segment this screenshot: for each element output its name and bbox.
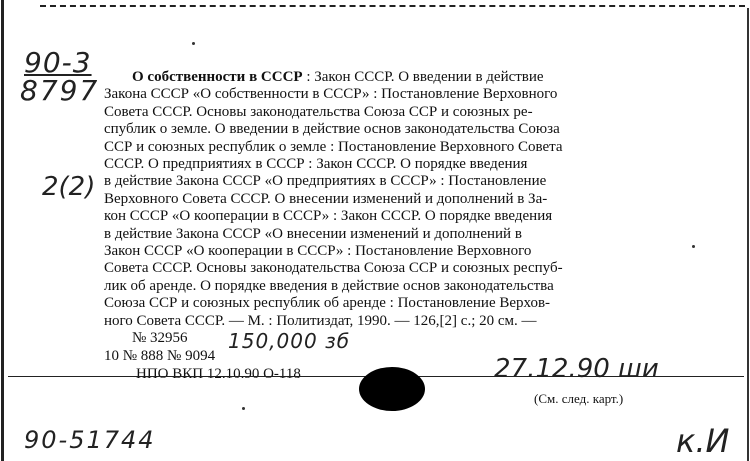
entry-line-10: в действие Закона СССР «О внесении изменений и дополнений в <box>104 226 522 242</box>
entry-line-11: Закон СССР «О кооперации в СССР» : Постановление Верховного <box>104 243 532 259</box>
entry-line-12: Совета СССР. Основы законодательства Союза ССР и союзных респуб- <box>104 260 563 276</box>
entry-line-13: лик об аренде. О порядке введения в действие основ законодательства <box>104 278 554 294</box>
card-left-edge <box>1 0 4 461</box>
speck <box>242 407 245 410</box>
entry-line-1 <box>132 69 544 86</box>
card-right-edge <box>747 8 749 461</box>
speck <box>192 42 195 45</box>
entry-line-14: Союза ССР и союзных республик об аренде : Постановление Верхов- <box>104 295 551 311</box>
handwritten-price: 150,000 зб <box>228 329 351 353</box>
entry-line-18: НПО ВКП 12.10.90 О-118 <box>132 366 305 383</box>
handwritten-date-note: 27.12.90 ши <box>494 354 659 384</box>
entry-line-5: ССР и союзных республик о земле : Постановление Верховного Совета <box>104 139 563 155</box>
handwritten-margin-mark: 2(2) <box>42 172 96 202</box>
entry-line-6: СССР. О предприятиях в СССР : Закон СССР. О порядке введения <box>104 156 528 172</box>
entry-line-8: Верховного Совета СССР. О внесении изменений и дополнений в За- <box>104 191 548 207</box>
card-punch-hole <box>359 367 425 411</box>
card-top-border <box>40 5 745 7</box>
speck <box>692 245 695 248</box>
entry-line-2: Закона СССР «О собственности в СССР» : Постановление Верховного <box>104 86 558 102</box>
handwritten-call-number-top: 90-3 <box>24 46 92 79</box>
continuation-note: (См. след. карт.) <box>534 391 624 406</box>
entry-line-15: ного Совета СССР. — М. : Политиздат, 1990. — 126,[2] с.; 20 см. — <box>104 313 537 329</box>
entry-title: О собственности в СССР <box>132 69 303 85</box>
entry-line-7: в действие Закона СССР «О предприятиях в СССР» : Постановление <box>104 173 547 189</box>
entry-line-17: 10 № 888 № 9094 <box>104 348 216 364</box>
handwritten-initials: к.И <box>676 422 730 460</box>
entry-line-4: спублик о земле. О введении в действие основ законодательства Союза <box>104 121 560 137</box>
entry-line-3: Совета СССР. Основы законодательства Союза ССР и союзных ре- <box>104 104 533 120</box>
entry-line-16: № 32956 <box>132 330 188 346</box>
handwritten-accession-number: 90-51744 <box>24 426 156 454</box>
entry-line-1-text: : Закон СССР. О введении в действие <box>302 69 544 85</box>
handwritten-call-number-bottom: 8797 <box>20 74 100 107</box>
entry-line-9: кон СССР «О кооперации в СССР» : Закон СССР. О порядке введения <box>104 208 553 224</box>
